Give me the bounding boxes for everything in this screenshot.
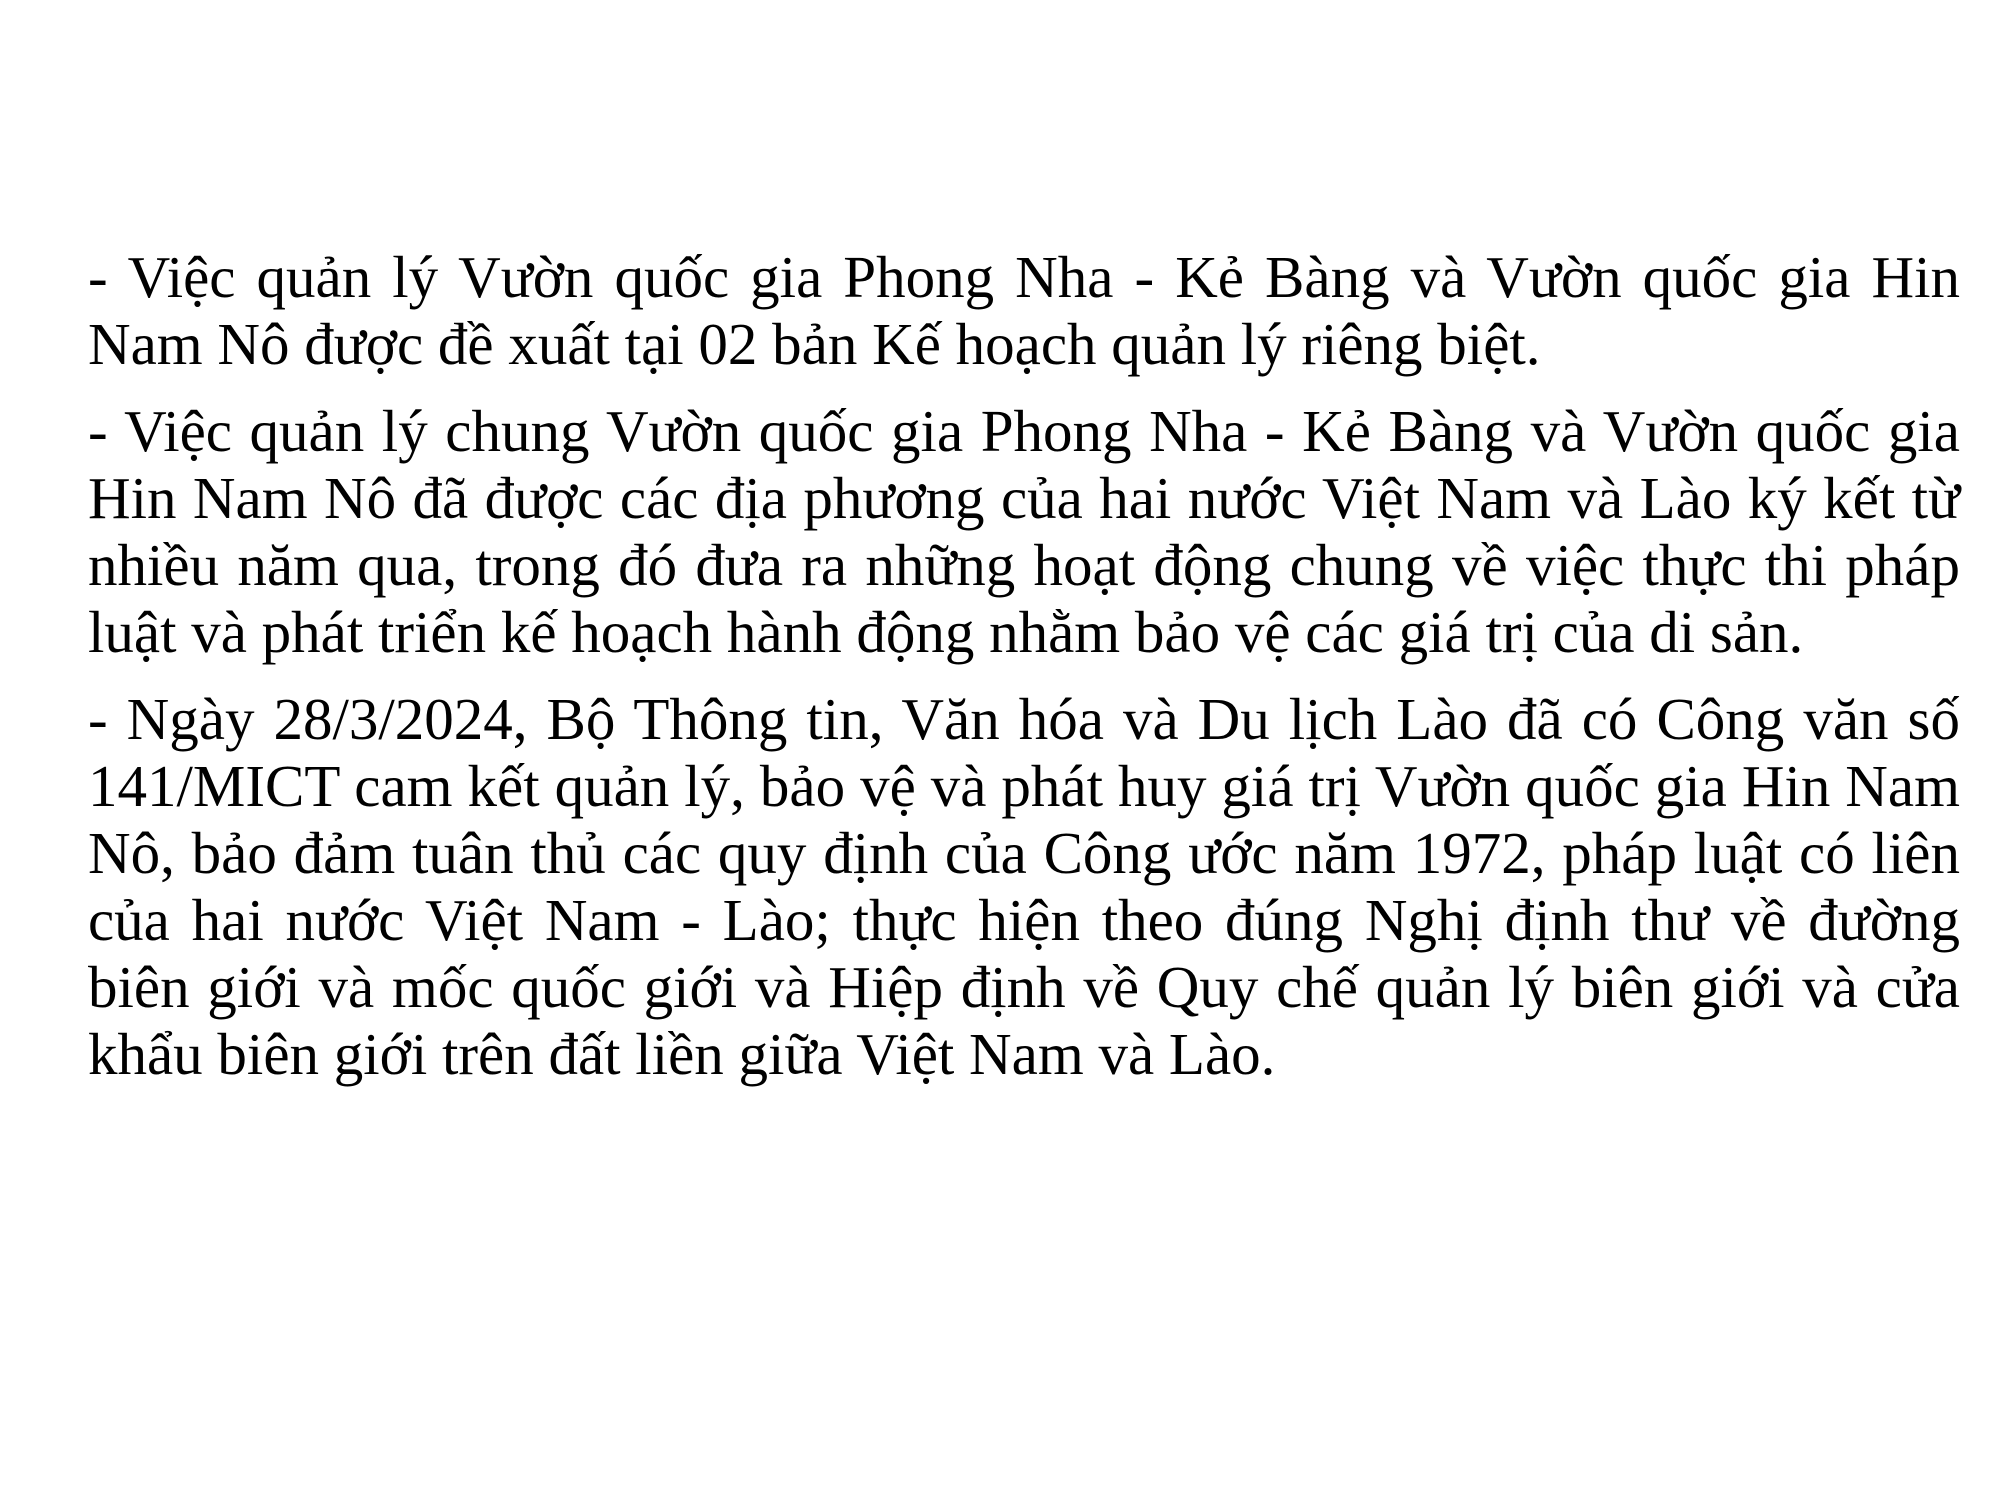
paragraph-joint-management: - Việc quản lý chung Vườn quốc gia Phong Nha - Kẻ Bàng và Vườn quốc gia Hin Nam Nô đã được các địa phương của hai nước Việt Nam và Lào ký kết từ nhiều năm qua, trong đó đưa ra những hoạt động chung về việc thực thi pháp luật và phát triển kế hoạch hành động nhằm bảo vệ các giá trị của di sản. (88, 398, 1960, 665)
paragraph-separate-management-plans: - Việc quản lý Vườn quốc gia Phong Nha - Kẻ Bàng và Vườn quốc gia Hin Nam Nô được đề xuất tại 02 bản Kế hoạch quản lý riêng biệt. (88, 244, 1960, 377)
paragraph-laos-commitment: - Ngày 28/3/2024, Bộ Thông tin, Văn hóa và Du lịch Lào đã có Công văn số 141/MICT cam kết quản lý, bảo vệ và phát huy giá trị Vườn quốc gia Hin Nam Nô, bảo đảm tuân thủ các quy định của Công ước năm 1972, pháp luật có liên của hai nước Việt Nam - Lào; thực hiện theo đúng Nghị định thư về đường biên giới và mốc quốc giới và Hiệp định về Quy chế quản lý biên giới và cửa khẩu biên giới trên đất liền giữa Việt Nam và Lào. (88, 686, 1960, 1087)
slide-body (88, 244, 1960, 1108)
